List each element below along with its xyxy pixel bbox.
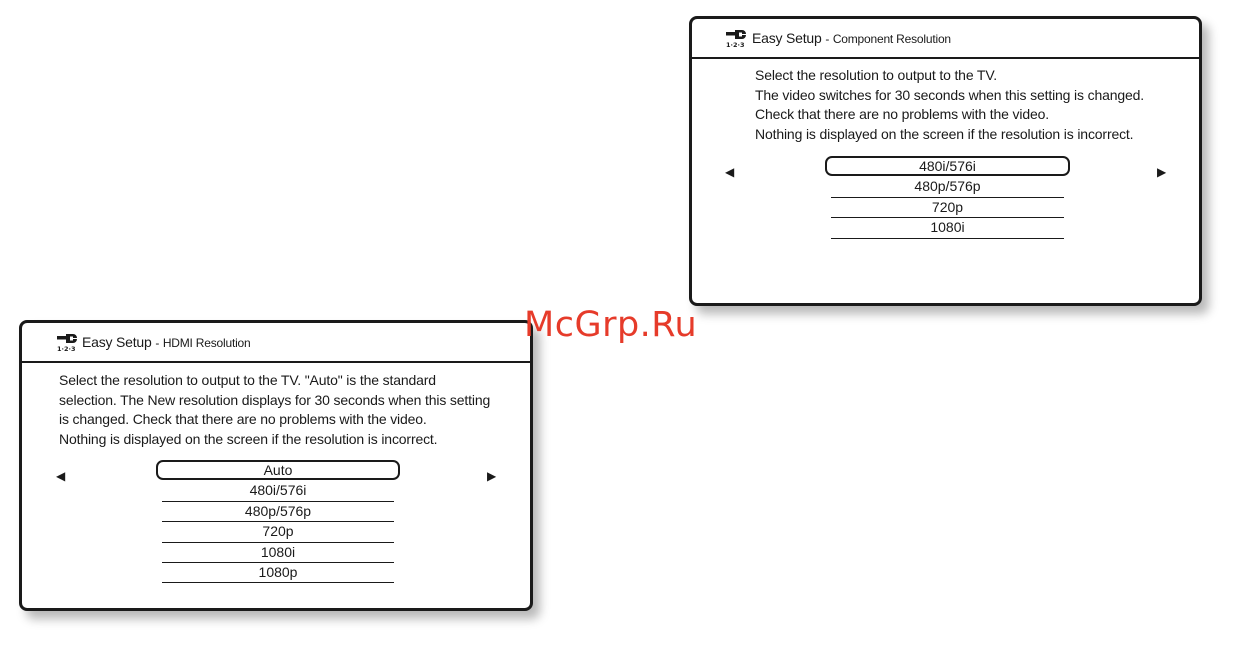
header-title bbox=[82, 334, 251, 350]
subtitle-text: HDMI Resolution bbox=[162, 336, 251, 350]
description-line: Check that there are no problems with the video. bbox=[755, 106, 1049, 123]
description-line: Select the resolution to output to the TV. "Auto" is the standard bbox=[59, 372, 436, 388]
option-720p[interactable]: 720p bbox=[162, 522, 394, 542]
description-line: is changed. Check that there are no problems with the video. bbox=[59, 411, 427, 428]
left-arrow-icon[interactable]: ◀ bbox=[725, 165, 735, 179]
right-arrow-icon[interactable]: ▶ bbox=[1157, 165, 1167, 179]
resolution-option-list bbox=[162, 460, 394, 583]
option-480p-576p[interactable]: 480p/576p bbox=[162, 502, 394, 522]
setup-wrench-123-icon bbox=[56, 332, 78, 352]
title-separator: - bbox=[825, 32, 830, 46]
title-text: Easy Setup bbox=[82, 334, 152, 350]
option-1080p[interactable]: 1080p bbox=[162, 563, 394, 583]
panel-header bbox=[692, 19, 1199, 59]
description-line: selection. The New resolution displays for 30 seconds when this setting bbox=[59, 391, 491, 408]
option-720p[interactable]: 720p bbox=[831, 198, 1064, 218]
description-line: Nothing is displayed on the screen if the resolution is incorrect. bbox=[755, 125, 1134, 142]
subtitle-text: Component Resolution bbox=[832, 32, 951, 46]
description-line: The video switches for 30 seconds when this setting is changed. bbox=[755, 86, 1144, 103]
svg-text:1·2·3: 1·2·3 bbox=[57, 345, 76, 352]
description bbox=[59, 371, 490, 449]
resolution-option-list bbox=[831, 156, 1064, 239]
panel-header bbox=[22, 323, 530, 363]
option-1080i[interactable]: 1080i bbox=[831, 218, 1064, 238]
component-resolution-panel bbox=[689, 16, 1202, 306]
left-arrow-icon[interactable]: ◀ bbox=[56, 469, 66, 483]
description-line: Nothing is displayed on the screen if the resolution is incorrect. bbox=[59, 430, 438, 447]
header-title bbox=[752, 30, 951, 46]
watermark: McGrp.Ru bbox=[524, 305, 698, 345]
hdmi-resolution-panel bbox=[19, 320, 533, 611]
right-arrow-icon[interactable]: ▶ bbox=[487, 469, 497, 483]
option-480p-576p[interactable]: 480p/576p bbox=[831, 177, 1064, 197]
description-line: Select the resolution to output to the TV. bbox=[755, 67, 997, 83]
option-480i-576i[interactable]: 480i/576i bbox=[825, 156, 1070, 176]
title-text: Easy Setup bbox=[752, 30, 822, 46]
title-separator: - bbox=[155, 336, 160, 350]
option-480i-576i[interactable]: 480i/576i bbox=[162, 481, 394, 501]
svg-text:1·2·3: 1·2·3 bbox=[726, 41, 745, 48]
description bbox=[755, 66, 1144, 144]
option-1080i[interactable]: 1080i bbox=[162, 543, 394, 563]
option-auto[interactable]: Auto bbox=[156, 460, 400, 480]
setup-wrench-123-icon bbox=[725, 28, 747, 48]
